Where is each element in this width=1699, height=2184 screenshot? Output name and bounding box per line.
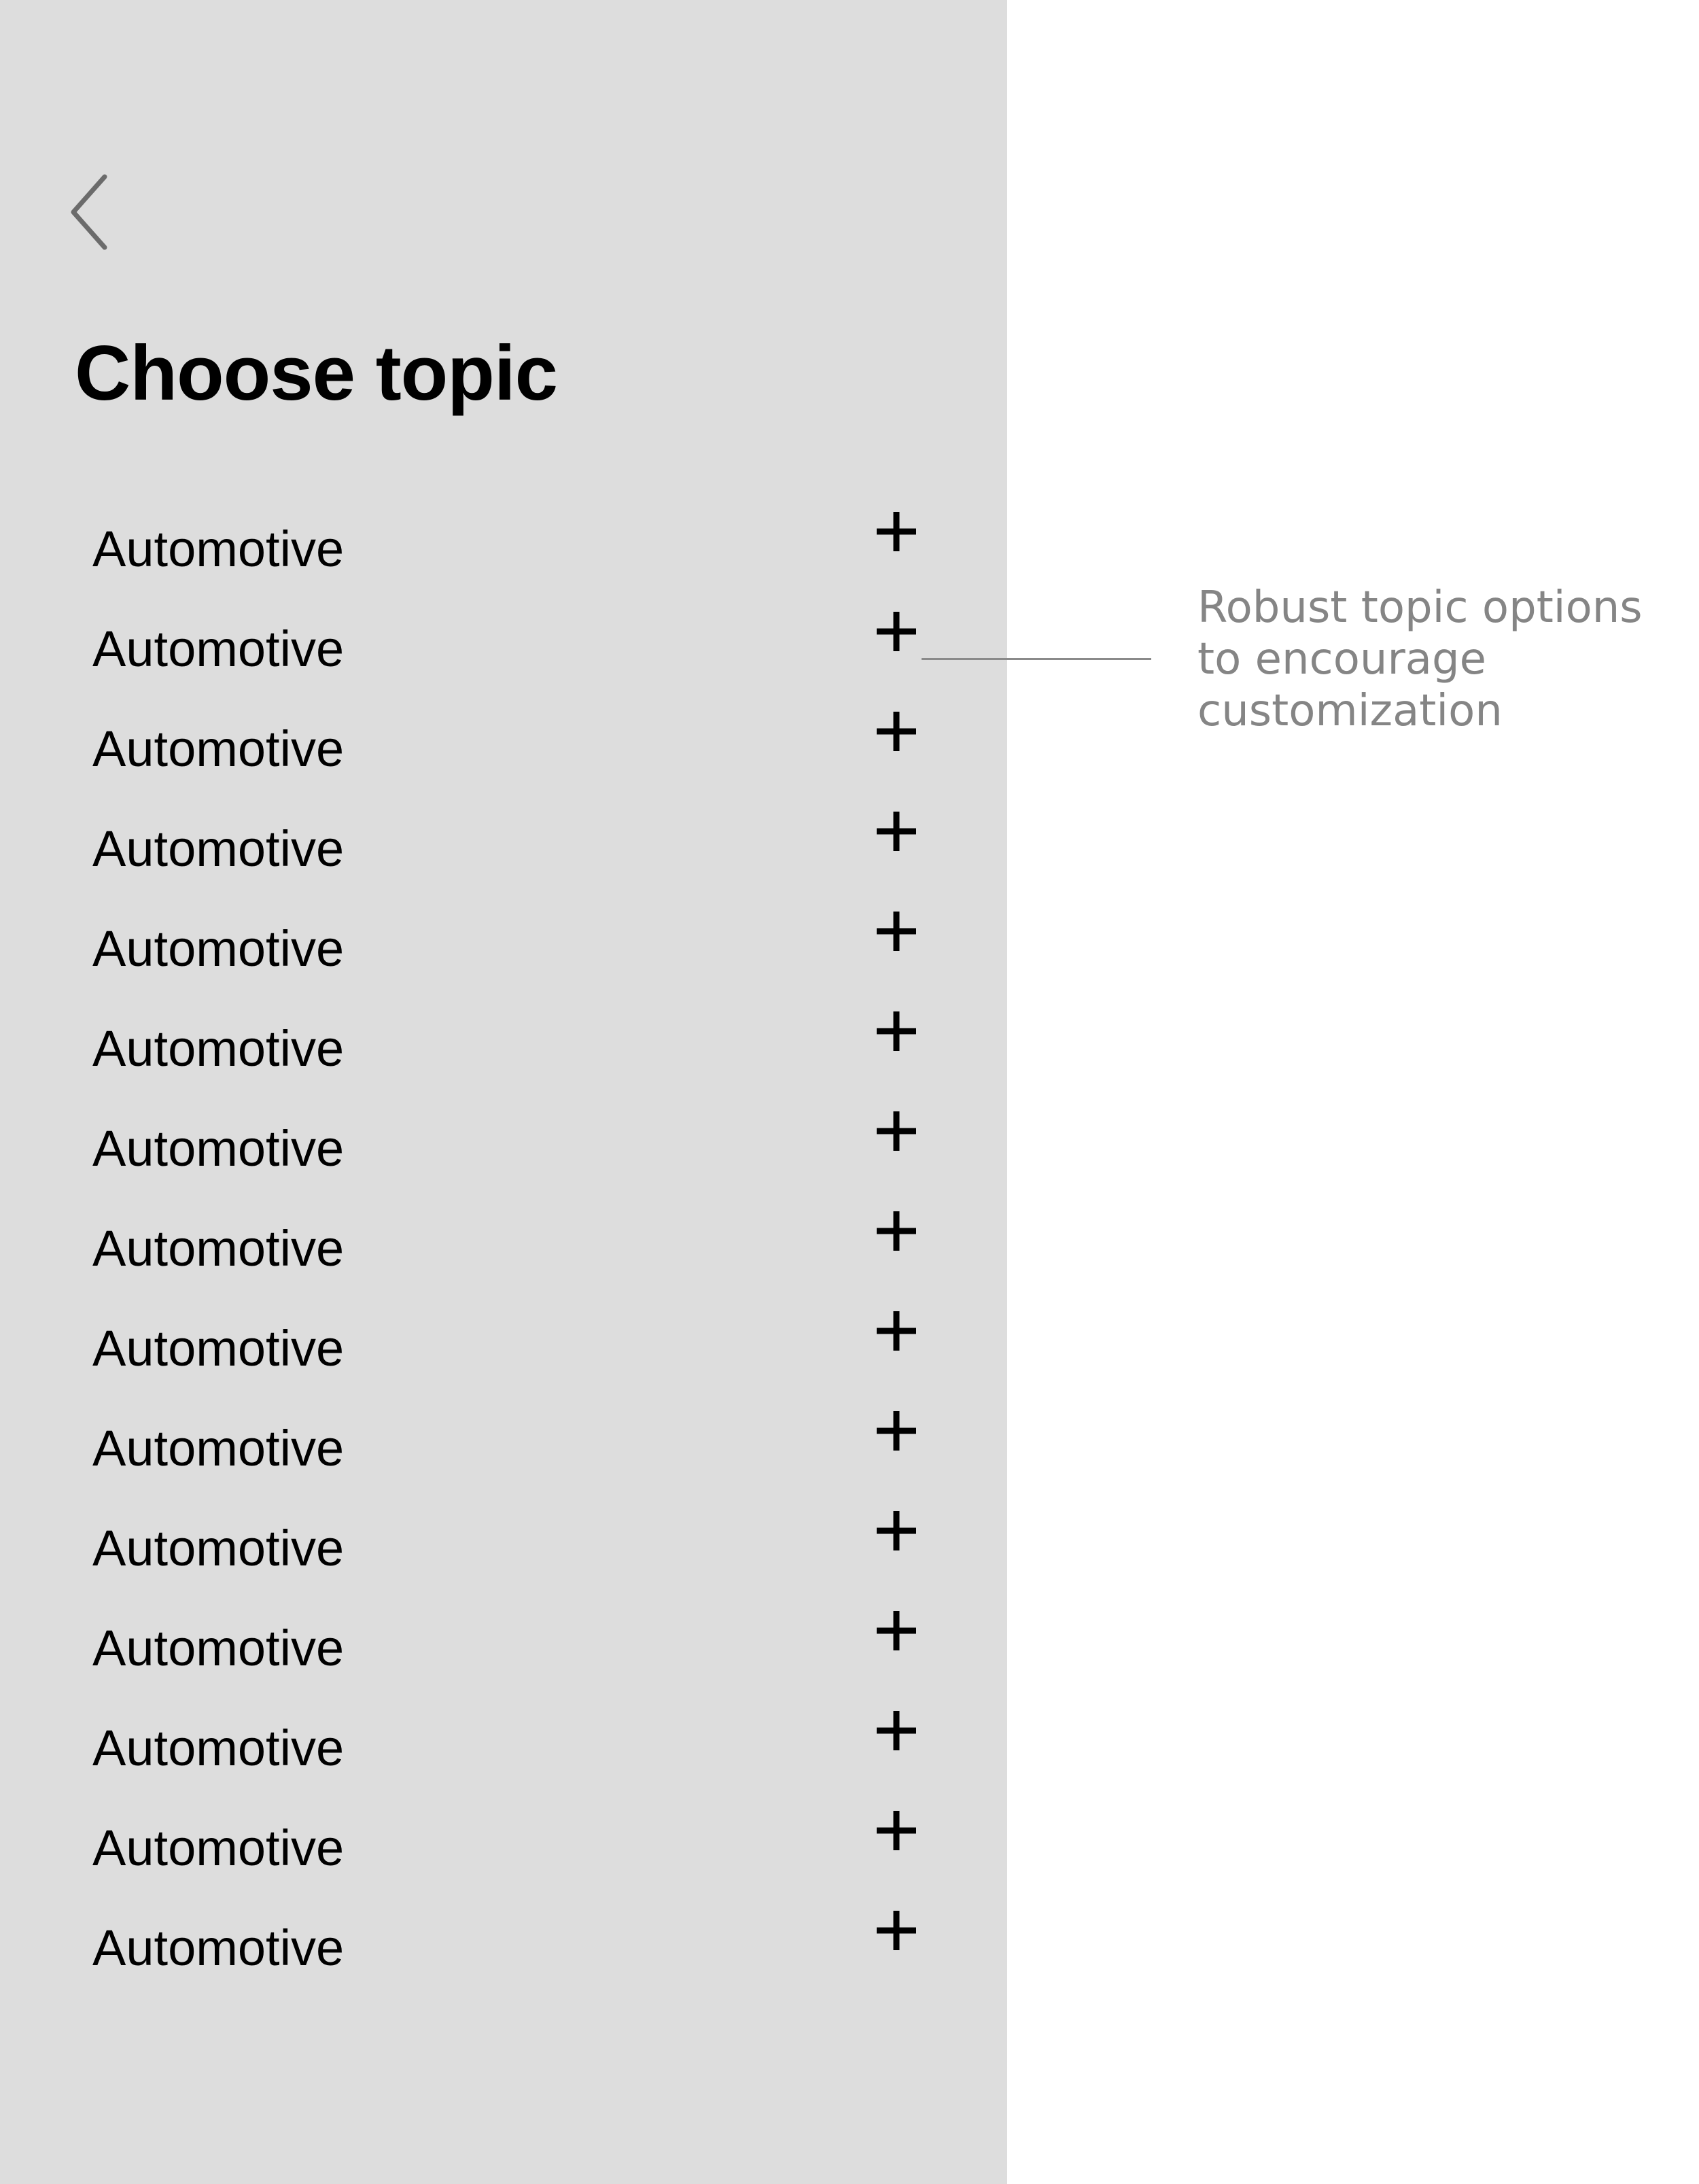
topic-label: Automotive	[92, 1120, 345, 1177]
plus-icon	[866, 901, 927, 962]
add-topic-button[interactable]	[866, 1200, 927, 1262]
topic-row	[75, 1593, 958, 1693]
topic-label: Automotive	[92, 1720, 345, 1776]
annotation-connector	[922, 658, 1151, 660]
topic-row	[75, 894, 958, 994]
topic-label: Automotive	[92, 1620, 345, 1676]
topic-row	[75, 1493, 958, 1593]
add-topic-button[interactable]	[866, 1300, 927, 1362]
topic-row	[75, 1793, 958, 1893]
add-topic-button[interactable]	[866, 1100, 927, 1162]
annotation-note	[1197, 582, 1687, 737]
topic-row	[75, 1893, 958, 1993]
add-topic-button[interactable]	[866, 901, 927, 962]
plus-icon	[866, 1500, 927, 1561]
plus-icon	[866, 1800, 927, 1861]
topic-label: Automotive	[92, 1020, 345, 1077]
add-topic-button[interactable]	[866, 1800, 927, 1861]
topic-row	[75, 794, 958, 894]
add-topic-button[interactable]	[866, 1001, 927, 1062]
add-topic-button[interactable]	[866, 1600, 927, 1661]
annotation-line-2: to encourage	[1197, 634, 1486, 684]
topic-label: Automotive	[92, 1520, 345, 1576]
plus-icon	[866, 501, 927, 562]
topic-label: Automotive	[92, 1220, 345, 1277]
add-topic-button[interactable]	[866, 501, 927, 562]
topic-row	[75, 994, 958, 1094]
topic-label: Automotive	[92, 820, 345, 877]
plus-icon	[866, 1100, 927, 1162]
plus-icon	[866, 701, 927, 762]
topic-row	[75, 1693, 958, 1793]
topic-row	[75, 1393, 958, 1493]
topic-label: Automotive	[92, 521, 345, 577]
plus-icon	[866, 1600, 927, 1661]
plus-icon	[866, 1001, 927, 1062]
topic-label: Automotive	[92, 621, 345, 677]
add-topic-button[interactable]	[866, 601, 927, 662]
add-topic-button[interactable]	[866, 801, 927, 862]
plus-icon	[866, 1700, 927, 1761]
topic-label: Automotive	[92, 1820, 345, 1876]
topic-row	[75, 494, 958, 594]
plus-icon	[866, 801, 927, 862]
topic-label: Automotive	[92, 1420, 345, 1476]
add-topic-button[interactable]	[866, 1500, 927, 1561]
plus-icon	[866, 1900, 927, 1961]
plus-icon	[866, 1400, 927, 1461]
chevron-left-icon	[67, 171, 114, 253]
topic-label: Automotive	[92, 1320, 345, 1376]
add-topic-button[interactable]	[866, 1700, 927, 1761]
topic-label: Automotive	[92, 721, 345, 777]
topic-row	[75, 1194, 958, 1294]
add-topic-button[interactable]	[866, 701, 927, 762]
topic-label: Automotive	[92, 1920, 345, 1976]
topic-row	[75, 1294, 958, 1393]
plus-icon	[866, 601, 927, 662]
add-topic-button[interactable]	[866, 1400, 927, 1461]
annotation-line-3: customization	[1197, 686, 1503, 736]
topic-row	[75, 1094, 958, 1194]
add-topic-button[interactable]	[866, 1900, 927, 1961]
back-button[interactable]	[67, 171, 114, 253]
topic-row	[75, 694, 958, 794]
annotation-line-1: Robust topic options	[1197, 583, 1643, 633]
plus-icon	[866, 1300, 927, 1362]
topic-row	[75, 594, 958, 694]
page-title: Choose topic	[75, 330, 558, 417]
topic-label: Automotive	[92, 920, 345, 977]
plus-icon	[866, 1200, 927, 1262]
